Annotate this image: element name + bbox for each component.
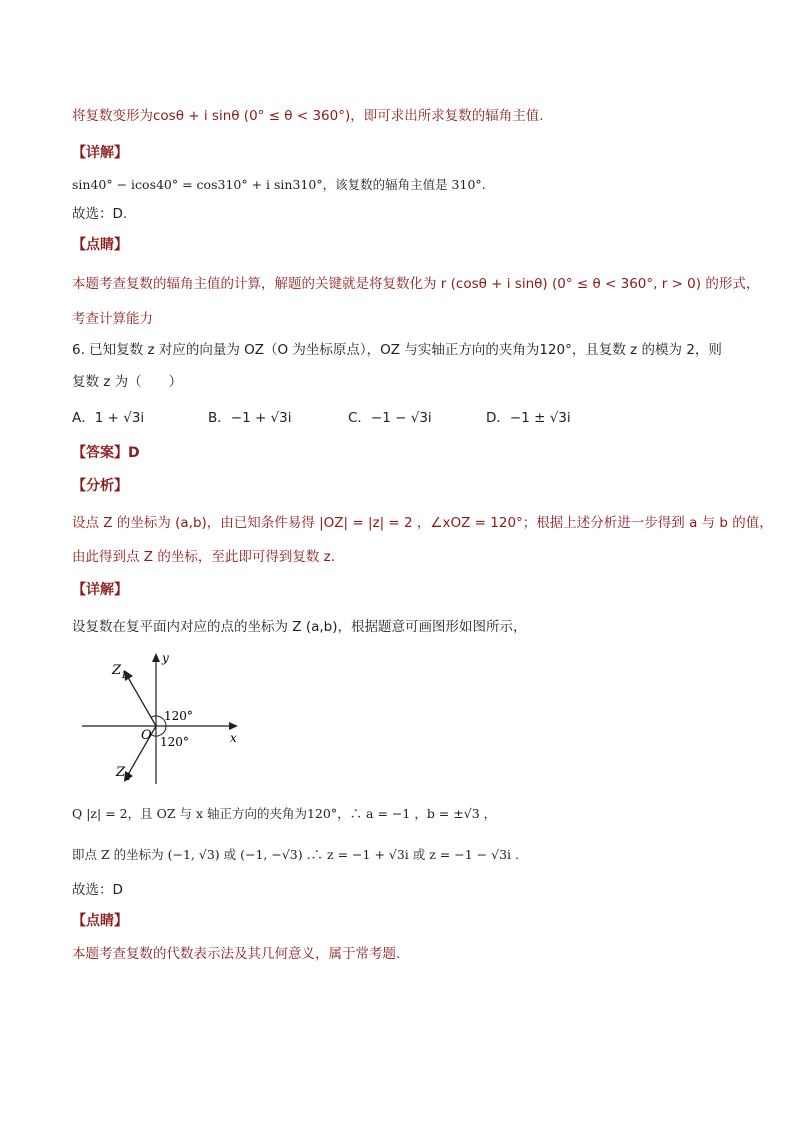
prev-analysis-text: 将复数变形为cosθ + i sinθ (0° ≤ θ < 360°)，即可求出所求复数的辐角主值.: [72, 108, 544, 124]
label-origin: O: [141, 728, 152, 743]
label-angle-upper: 120°: [164, 709, 193, 723]
option-d: D．−1 ± √3i: [486, 410, 571, 426]
label-x: x: [230, 731, 237, 745]
answer-tag: 【答案】: [72, 445, 128, 461]
choice-line: 故选：D: [72, 882, 123, 898]
detail-line-2: Q |z| = 2，且 OZ 与 x 轴正方向的夹角为120°，∴ a = −1 ，b = ±√3 ，: [72, 806, 497, 821]
q6-stem-line-1: 6. 已知复数 z 对应的向量为 OZ（O 为坐标原点），OZ 与实轴正方向的夹角为120°，且复数 z 的模为 2，则: [72, 342, 722, 358]
prev-comment-tag: 【点睛】: [72, 237, 128, 253]
label-z1: $Z_1$: [112, 663, 127, 681]
detail-tag: 【详解】: [72, 582, 128, 598]
analysis-line-2: 由此得到点 Z 的坐标，至此即可得到复数 z.: [72, 549, 335, 565]
prev-comment-line-2: 考查计算能力: [72, 311, 153, 327]
label-angle-lower: 120°: [160, 735, 189, 749]
prev-answer: 故选：D.: [72, 206, 128, 222]
answer-row: [72, 443, 140, 463]
comment-text: 本题考查复数的代数表示法及其几何意义，属于常考题.: [72, 946, 401, 962]
q6-stem-line-2: 复数 z 为（ ）: [72, 374, 183, 390]
prev-comment-line-1: 本题考查复数的辐角主值的计算，解题的关键就是将复数化为 r (cosθ + i sinθ) (0° ≤ θ < 360°, r > 0) 的形式，: [72, 276, 760, 292]
analysis-line-1: 设点 Z 的坐标为 (a,b)，由已知条件易得 |OZ| = |z| = 2 ，∠xOZ = 120°；根据上述分析进一步得到 a 与 b 的值，: [72, 515, 773, 531]
prev-detail-text: sin40° − icos40° = cos310° + i sin310°，该复数的辐角主值是 310°.: [72, 177, 486, 192]
vector-oz1: [126, 674, 156, 726]
comment-tag: 【点睛】: [72, 913, 128, 929]
option-a: A．1 + √3i: [72, 410, 145, 426]
complex-plane-figure: [78, 648, 248, 788]
option-b: B．−1 + √3i: [208, 410, 292, 426]
detail-line-3: 即点 Z 的坐标为 (−1, √3) 或 (−1, −√3) .∴ z = −1 + √3i 或 z = −1 − √3i .: [72, 847, 519, 862]
option-c: C．−1 − √3i: [348, 410, 432, 426]
y-axis-arrow: [152, 653, 160, 662]
detail-line-1: 设复数在复平面内对应的点的坐标为 Z (a,b)，根据题意可画图形如图所示，: [72, 619, 527, 635]
q6-options: [72, 408, 712, 428]
analysis-tag: 【分析】: [72, 478, 128, 494]
prev-detail-tag: 【详解】: [72, 145, 128, 161]
label-z2: $Z_2$: [116, 765, 131, 783]
answer-value: D: [128, 445, 140, 461]
x-axis-arrow: [229, 722, 238, 730]
label-y: y: [162, 651, 169, 665]
